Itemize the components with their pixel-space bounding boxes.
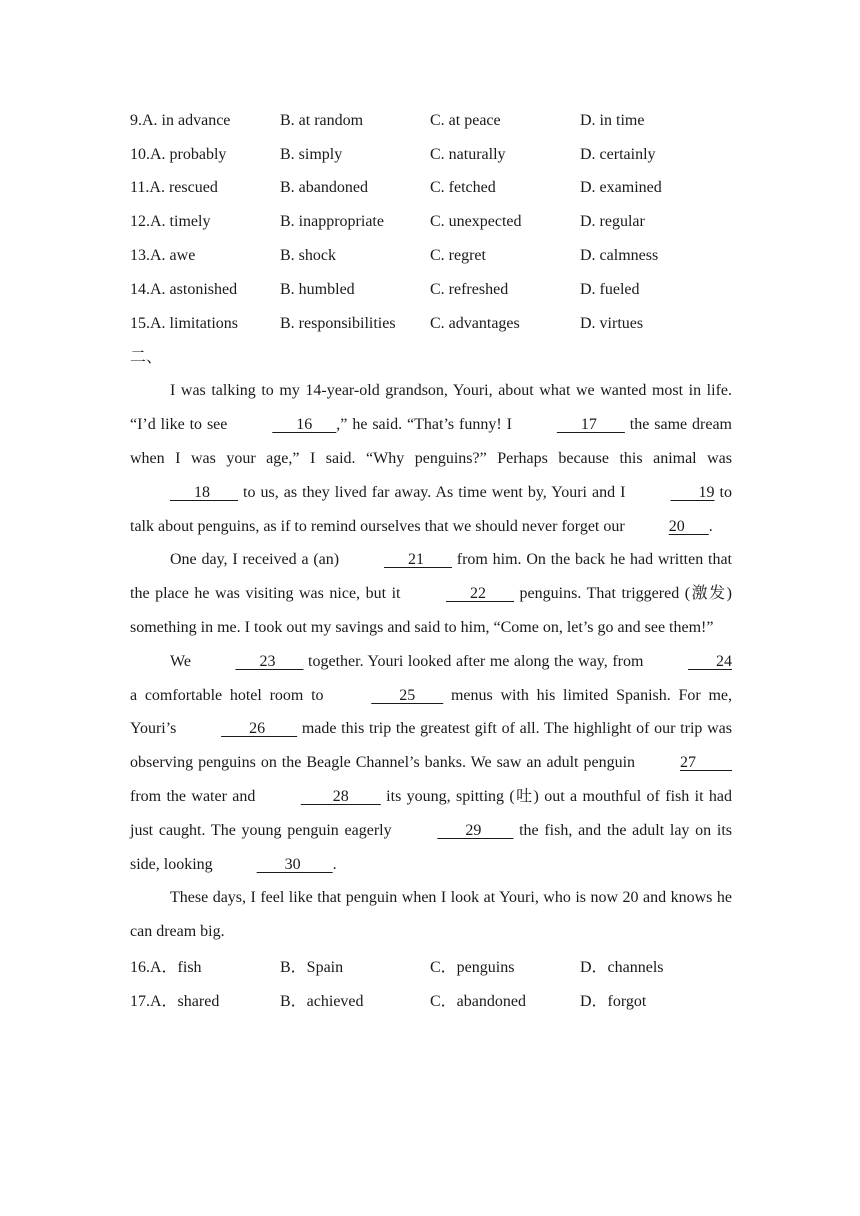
passage-text: the same dream when I was your age,” I said. “Why penguins?” Perhaps because this animal was xyxy=(130,416,733,467)
blank-18: 18 xyxy=(170,483,238,501)
blank-27: 27 xyxy=(680,754,732,772)
blank-19: 19 xyxy=(670,483,715,501)
passage-text: One day, I received a (an) xyxy=(170,551,344,569)
option-16d: D．channels xyxy=(580,959,664,977)
option-row-15 xyxy=(130,307,732,341)
blank-26: 26 xyxy=(221,720,298,738)
option-12a: 12.A. timely xyxy=(130,213,211,231)
option-17c: C．abandoned xyxy=(430,993,526,1011)
blank-24: 24 xyxy=(688,652,732,670)
passage-text: penguins. That triggered (激发) something in me. I took out my savings and said to him, “Come on, let’s go and see them!” xyxy=(130,585,733,636)
options-block-2 xyxy=(130,949,732,1017)
option-16c: C．penguins xyxy=(430,959,515,977)
option-13c: C. regret xyxy=(430,247,486,265)
section-heading: 二、 xyxy=(130,348,163,366)
option-16b: B．Spain xyxy=(280,959,344,977)
blank-28: 28 xyxy=(300,787,381,805)
passage-text: ,” he said. “That’s funny! I xyxy=(336,416,517,434)
option-14d: D. fueled xyxy=(580,280,640,298)
passage-text: to us, as they lived far away. As time went by, Youri and I xyxy=(238,483,631,501)
option-row-16 xyxy=(130,949,732,983)
passage-text: I was talking to my 14-year-old grandson, Youri, about what we wanted most in life. “I’d like to see xyxy=(130,382,732,434)
passage-paragraph-4: These days, I feel like that penguin when I look at Youri, who is now 20 and knows he can dream big. xyxy=(130,889,732,941)
option-11a: 11.A. rescued xyxy=(130,179,218,197)
option-16a: 16.A．fish xyxy=(130,959,202,977)
option-12c: C. unexpected xyxy=(430,213,522,231)
option-11c: C. fetched xyxy=(430,179,496,197)
option-10a: 10.A. probably xyxy=(130,145,227,163)
blank-25: 25 xyxy=(371,686,444,704)
passage-text: together. Youri looked after me along the way, from xyxy=(303,652,648,670)
blank-23: 23 xyxy=(235,652,304,670)
passage-paragraph-2 xyxy=(130,543,732,644)
passage-text: from him. On the back he had written that the place he was visiting was nice, but it xyxy=(130,551,733,603)
blank-29: 29 xyxy=(437,821,514,839)
blank-22: 22 xyxy=(446,585,515,603)
option-9a: 9.A. in advance xyxy=(130,111,231,129)
option-row-9 xyxy=(130,104,732,138)
passage-text: its young, spitting (吐) out a mouthful of fish it had just caught. The young penguin eagerly xyxy=(130,787,732,839)
option-row-11 xyxy=(130,172,732,206)
passage-text: made this trip the greatest gift of all. The highlight of our trip was observing penguins on the Beagle Channel’s banks. We saw an adult penguin xyxy=(130,720,732,772)
option-row-14 xyxy=(130,273,732,307)
option-14a: 14.A. astonished xyxy=(130,280,238,298)
options-block-1 xyxy=(130,104,732,341)
worksheet-page xyxy=(130,104,732,1017)
option-17b: B．achieved xyxy=(280,993,364,1011)
passage-text: to talk about penguins, as if to remind ourselves that we should never forget our xyxy=(130,483,732,535)
option-14c: C. refreshed xyxy=(430,280,509,298)
passage-paragraph-1 xyxy=(130,374,732,543)
option-13b: B. shock xyxy=(280,247,336,265)
blank-21: 21 xyxy=(383,551,452,569)
option-row-13 xyxy=(130,239,732,273)
option-13a: 13.A. awe xyxy=(130,247,196,265)
option-11d: D. examined xyxy=(580,179,662,197)
blank-20: 20 xyxy=(668,517,709,535)
option-12b: B. inappropriate xyxy=(280,213,384,231)
option-10b: B. simply xyxy=(280,145,343,163)
passage-text: menus with his limited Spanish. For me, Youri’s xyxy=(130,686,732,738)
blank-30: 30 xyxy=(256,855,333,873)
option-13d: D. calmness xyxy=(580,247,659,265)
option-9d: D. in time xyxy=(580,111,645,129)
option-12d: D. regular xyxy=(580,213,645,231)
blank-16: 16 xyxy=(272,416,337,434)
option-14b: B. humbled xyxy=(280,280,355,298)
option-9b: B. at random xyxy=(280,111,364,129)
passage-text: from the water and xyxy=(130,787,261,805)
option-11b: B. abandoned xyxy=(280,179,368,197)
option-17d: D．forgot xyxy=(580,993,647,1011)
passage-text: . xyxy=(332,855,337,873)
option-15a: 15.A. limitations xyxy=(130,314,238,332)
option-10d: D. certainly xyxy=(580,145,656,163)
passage-text: . xyxy=(708,517,713,535)
passage-paragraph-3 xyxy=(130,645,732,882)
option-15d: D. virtues xyxy=(580,314,644,332)
option-17a: 17.A．shared xyxy=(130,993,220,1011)
option-row-12 xyxy=(130,205,732,239)
blank-17: 17 xyxy=(556,416,625,434)
option-row-17 xyxy=(130,983,732,1017)
passage-text: the fish, and the adult lay on its side, looking xyxy=(130,821,732,873)
option-10c: C. naturally xyxy=(430,145,506,163)
option-row-10 xyxy=(130,138,732,172)
option-15c: C. advantages xyxy=(430,314,520,332)
option-15b: B. responsibilities xyxy=(280,314,396,332)
option-9c: C. at peace xyxy=(430,111,501,129)
passage-text: We xyxy=(170,652,196,670)
passage-text: a comfortable hotel room to xyxy=(130,686,332,704)
